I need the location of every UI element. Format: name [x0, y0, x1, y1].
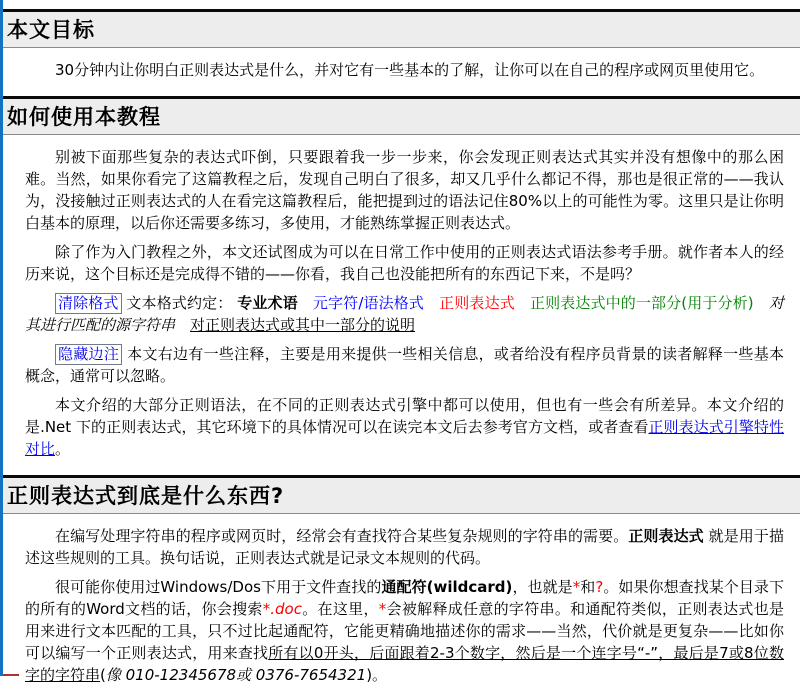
- paragraph-dont-be-scared: [25, 146, 784, 234]
- text-run: [515, 294, 530, 312]
- paragraph-format-legend: [25, 292, 784, 336]
- text-run: 很可能你使用过Windows/Dos下用于文件查找的: [55, 578, 382, 596]
- term-regex: 正则表达式: [628, 527, 704, 545]
- text-run: 。: [55, 440, 71, 458]
- legend-explain: 对正则表达式或其中一部分的说明: [190, 316, 416, 334]
- text-run: 除了作为入门教程之外，本文还试图成为可以在日常工作中使用的正则表达式语法参考手册。就作者本人的经历来说，这个目标还是完成得不错的——你看，我自己也没能把所有的东西记下来，不是吗？: [25, 243, 784, 283]
- text-run: )。: [366, 666, 388, 684]
- text-run: [754, 294, 769, 312]
- text-run: 所有以0开头，后面跟着2-3个数字，然后是一个连字号“-”，最后是7或8位数字的字符串: [25, 644, 784, 684]
- legend-term: 专业术语: [237, 294, 298, 312]
- legend-partial: 正则表达式中的一部分(用于分析): [529, 294, 754, 312]
- text-run: 别被下面那些复杂的表达式吓倒，只要跟着我一步一步来，你会发现正则表达式其实并没有想像中的那么困难。当然，如果你看完了这篇教程之后，发现自己明白了很多，却又几乎什么都记不得，那也是很正常的——我认为，没接触过正则表达式的人在看完这篇教程后，能把提到过的语法记住80%以上的可能性为零。这里只是让你明白基本的原理，以后你还需要多练习，多使用，才能熟练掌握正则表达式。: [25, 148, 784, 232]
- legend-regex: 正则表达式: [439, 294, 515, 312]
- text-run: 30分钟内让你明白正则表达式是什么，并对它有一些基本的了解，让你可以在自己的程序或网页里使用它。: [55, 61, 765, 79]
- clear-format-button[interactable]: 清除格式: [55, 293, 122, 314]
- text-run: 就是用于描述这些规则的工具。换句话说，正则表达式就是记录文本规则的代码。: [25, 527, 784, 567]
- text-run: 会被解释成任意的字符串。和通配符类似，正则表达式也是用来进行文本匹配的工具，只不过比起通配符，它能更精确地描述你的需求——当然，代价就是更复杂——比如你可以编写一个正则表达式，用来查找: [25, 600, 784, 662]
- text-run: *.doc: [262, 600, 302, 618]
- paragraph-engines: [25, 394, 784, 460]
- text-run: [175, 316, 190, 334]
- paragraph-regex-definition: [25, 525, 784, 569]
- paragraph-sidenotes: [25, 343, 784, 387]
- section-heading-article-goal: 本文目标: [3, 9, 800, 48]
- term-wildcard: 通配符(wildcard): [381, 578, 513, 596]
- text-run: 文本格式约定：: [121, 294, 238, 312]
- section-heading-how-to-use: 如何使用本教程: [3, 96, 800, 135]
- text-run: [298, 294, 313, 312]
- text-run: 。在这里，: [301, 600, 379, 618]
- regex-engine-comparison-link[interactable]: 正则表达式引擎特性对比: [25, 418, 784, 458]
- window-left-border: [0, 0, 3, 676]
- text-run: (: [100, 666, 106, 684]
- text-run: 在编写处理字符串的程序或网页时，经常会有查找符合某些复杂规则的字符串的需要。: [55, 527, 629, 545]
- paragraph-reference-manual: [25, 241, 784, 285]
- text-run: ?: [595, 578, 604, 596]
- section-heading-what-is-regex: 正则表达式到底是什么东西?: [3, 475, 800, 514]
- text-run: [424, 294, 439, 312]
- legend-metachar: 元字符/语法格式: [312, 294, 425, 312]
- hide-sidenotes-button[interactable]: 隐藏边注: [55, 344, 122, 365]
- text-run: 。如果你想查找某个目录下的所有的Word文档的话，你会搜索: [25, 578, 784, 618]
- paragraph-wildcard-comparison: [25, 576, 784, 686]
- text-run: ，也就是: [512, 578, 573, 596]
- paragraph-article-goal: [25, 59, 784, 81]
- legend-source: 对其进行匹配的源字符串: [25, 294, 784, 334]
- text-run: 像 010-12345678或 0376-7654321: [105, 666, 367, 684]
- text-run: *: [378, 600, 387, 618]
- text-run: 和: [580, 578, 596, 596]
- text-run: 本文右边有一些注释，主要是用来提供一些相关信息，或者给没有程序员背景的读者解释一些基本概念，通常可以忽略。: [25, 345, 784, 385]
- text-run: *: [572, 578, 581, 596]
- text-run: 本文介绍的大部分正则语法，在不同的正则表达式引擎中都可以使用，但也有一些会有所差异。本文介绍的是.Net 下的正则表达式，其它环境下的具体情况可以在读完本文后去参考官方文档，或者查看: [25, 396, 784, 436]
